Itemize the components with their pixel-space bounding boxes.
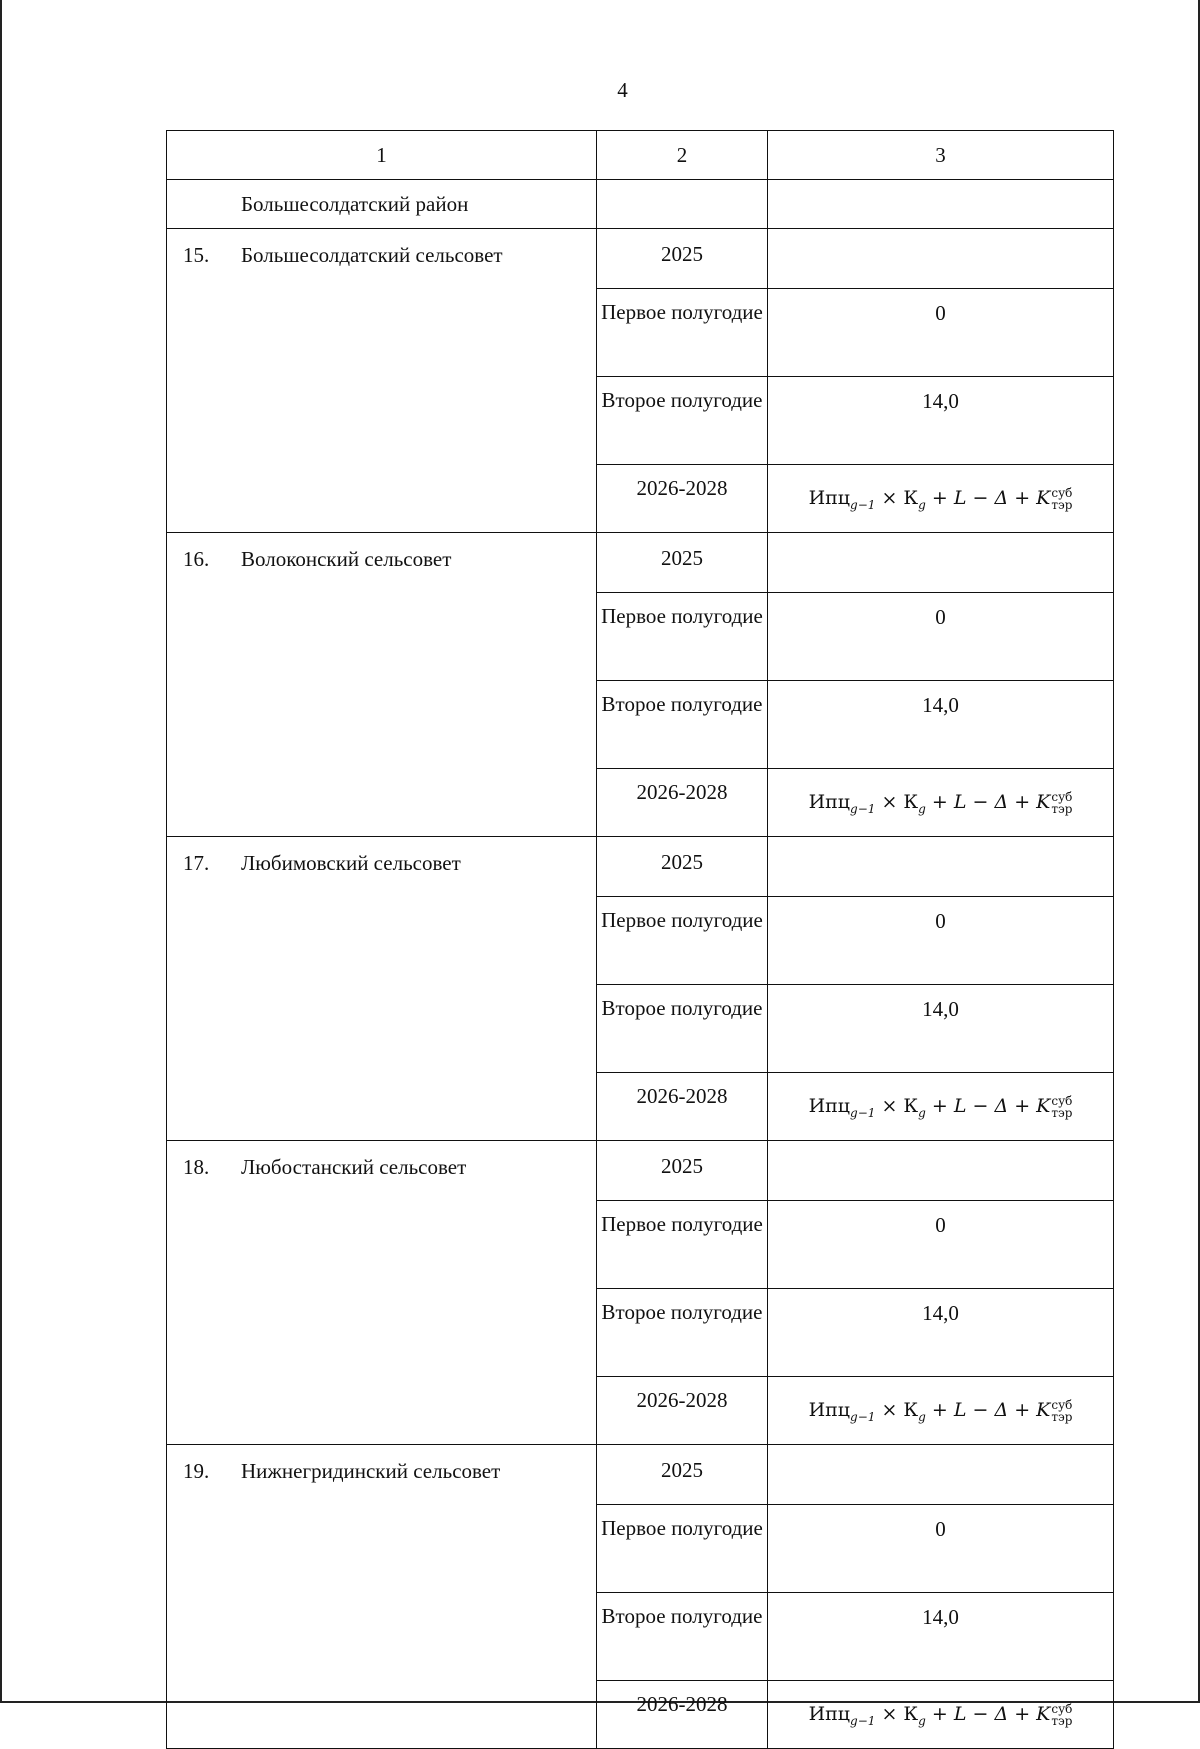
entity-name: Волоконский сельсовет (241, 547, 452, 571)
formula-k-indices (1051, 487, 1072, 511)
formula-ipc: Ипц (808, 1095, 851, 1118)
period-cell: Первое полугодие (597, 289, 768, 377)
formula-ipc-index: g−1 (850, 801, 876, 816)
formula-k: К (903, 1399, 919, 1422)
formula-k-sub: тэр (1051, 802, 1073, 817)
period-cell: 2025 (597, 837, 768, 897)
entity-period-row (167, 229, 1114, 289)
formula-k-indices (1051, 1703, 1072, 1727)
value-cell: 0 (768, 289, 1114, 377)
entity-period-row (167, 1141, 1114, 1201)
table-body (167, 131, 1114, 1749)
entity-cell (167, 1141, 597, 1445)
formula-ipc-index: g−1 (850, 1409, 876, 1424)
formula-k-index: g (918, 1105, 926, 1120)
formula-times: × (881, 1703, 898, 1726)
formula-times: × (881, 487, 898, 510)
header-row (167, 131, 1114, 180)
value-cell: 14,0 (768, 1593, 1114, 1681)
formula-k: К (903, 1703, 919, 1726)
period-cell: 2026-2028 (597, 769, 768, 837)
tariff-formula (808, 790, 1073, 817)
entity-name: Любимовский сельсовет (241, 851, 461, 875)
formula-k-sub: тэр (1051, 1410, 1073, 1425)
header-col-3: 3 (768, 131, 1114, 180)
scan-border-left (0, 0, 2, 1703)
period-cell: Первое полугодие (597, 897, 768, 985)
value-cell: 0 (768, 1201, 1114, 1289)
tariff-formula (808, 1702, 1073, 1729)
entity-number: 18. (183, 1155, 210, 1179)
formula-times: × (881, 1399, 898, 1422)
period-cell: Второе полугодие (597, 1593, 768, 1681)
period-cell: Второе полугодие (597, 681, 768, 769)
period-cell: 2026-2028 (597, 1073, 768, 1141)
formula-k-index: g (918, 1713, 926, 1728)
entity-name: Нижнегридинский сельсовет (241, 1459, 501, 1483)
formula-rest: + L − Δ + K (931, 487, 1051, 510)
period-cell: 2025 (597, 1141, 768, 1201)
formula-k-sup: суб (1051, 486, 1073, 501)
value-cell: 14,0 (768, 681, 1114, 769)
formula-times: × (881, 791, 898, 814)
formula-ipc: Ипц (808, 1399, 851, 1422)
period-cell: 2025 (597, 1445, 768, 1505)
value-cell (768, 533, 1114, 593)
entity-cell (167, 229, 597, 533)
entity-period-row (167, 1445, 1114, 1505)
value-cell (768, 1141, 1114, 1201)
value-cell (768, 837, 1114, 897)
formula-k-indices (1051, 1399, 1072, 1423)
formula-ipc: Ипц (808, 1703, 851, 1726)
district-period-empty (597, 180, 768, 229)
entity-number: 16. (183, 547, 210, 571)
period-cell: Первое полугодие (597, 1505, 768, 1593)
formula-k-sup: суб (1051, 1398, 1073, 1413)
value-cell: 0 (768, 897, 1114, 985)
value-cell (768, 1681, 1114, 1749)
formula-rest: + L − Δ + K (931, 791, 1051, 814)
value-cell: 14,0 (768, 377, 1114, 465)
district-row (167, 180, 1114, 229)
page-number: 4 (617, 78, 628, 102)
entity-number: 15. (183, 243, 210, 267)
tariff-table (166, 130, 1114, 1749)
entity-cell (167, 533, 597, 837)
formula-times: × (881, 1095, 898, 1118)
formula-k-index: g (918, 801, 926, 816)
formula-rest: + L − Δ + K (931, 1399, 1051, 1422)
formula-k-sub: тэр (1051, 498, 1073, 513)
entity-name: Любостанский сельсовет (241, 1155, 467, 1179)
tariff-formula (808, 1398, 1073, 1425)
period-cell: 2026-2028 (597, 465, 768, 533)
period-cell: 2025 (597, 229, 768, 289)
formula-k-index: g (918, 1409, 926, 1424)
formula-rest: + L − Δ + K (931, 1095, 1051, 1118)
period-cell: Первое полугодие (597, 1201, 768, 1289)
formula-k: К (903, 1095, 919, 1118)
value-cell (768, 1445, 1114, 1505)
formula-k-sub: тэр (1051, 1106, 1073, 1121)
district-name: Большесолдатский район (167, 180, 597, 229)
header-col-2: 2 (597, 131, 768, 180)
period-cell: 2026-2028 (597, 1681, 768, 1749)
formula-k-index: g (918, 497, 926, 512)
period-cell: Второе полугодие (597, 377, 768, 465)
formula-k: К (903, 487, 919, 510)
formula-k-sub: тэр (1051, 1714, 1073, 1729)
formula-k-indices (1051, 791, 1072, 815)
value-cell (768, 769, 1114, 837)
formula-ipc-index: g−1 (850, 1713, 876, 1728)
value-cell: 0 (768, 593, 1114, 681)
period-cell: 2025 (597, 533, 768, 593)
formula-k-sup: суб (1051, 1094, 1073, 1109)
formula-ipc-index: g−1 (850, 497, 876, 512)
value-cell (768, 229, 1114, 289)
period-cell: 2026-2028 (597, 1377, 768, 1445)
tariff-formula (808, 486, 1073, 513)
formula-rest: + L − Δ + K (931, 1703, 1051, 1726)
tariff-formula (808, 1094, 1073, 1121)
entity-cell (167, 837, 597, 1141)
formula-k: К (903, 791, 919, 814)
value-cell (768, 1073, 1114, 1141)
entity-period-row (167, 837, 1114, 897)
period-cell: Первое полугодие (597, 593, 768, 681)
formula-k-sup: суб (1051, 1702, 1073, 1717)
period-cell: Второе полугодие (597, 985, 768, 1073)
value-cell: 14,0 (768, 1289, 1114, 1377)
formula-k-sup: суб (1051, 790, 1073, 805)
entity-name: Большесолдатский сельсовет (241, 243, 503, 267)
value-cell: 14,0 (768, 985, 1114, 1073)
value-cell (768, 1377, 1114, 1445)
formula-ipc-index: g−1 (850, 1105, 876, 1120)
formula-ipc: Ипц (808, 791, 851, 814)
header-col-1: 1 (167, 131, 597, 180)
value-cell (768, 465, 1114, 533)
value-cell: 0 (768, 1505, 1114, 1593)
period-cell: Второе полугодие (597, 1289, 768, 1377)
entity-number: 17. (183, 851, 210, 875)
district-value-empty (768, 180, 1114, 229)
entity-number: 19. (183, 1459, 210, 1483)
formula-ipc: Ипц (808, 487, 851, 510)
entity-period-row (167, 533, 1114, 593)
formula-k-indices (1051, 1095, 1072, 1119)
